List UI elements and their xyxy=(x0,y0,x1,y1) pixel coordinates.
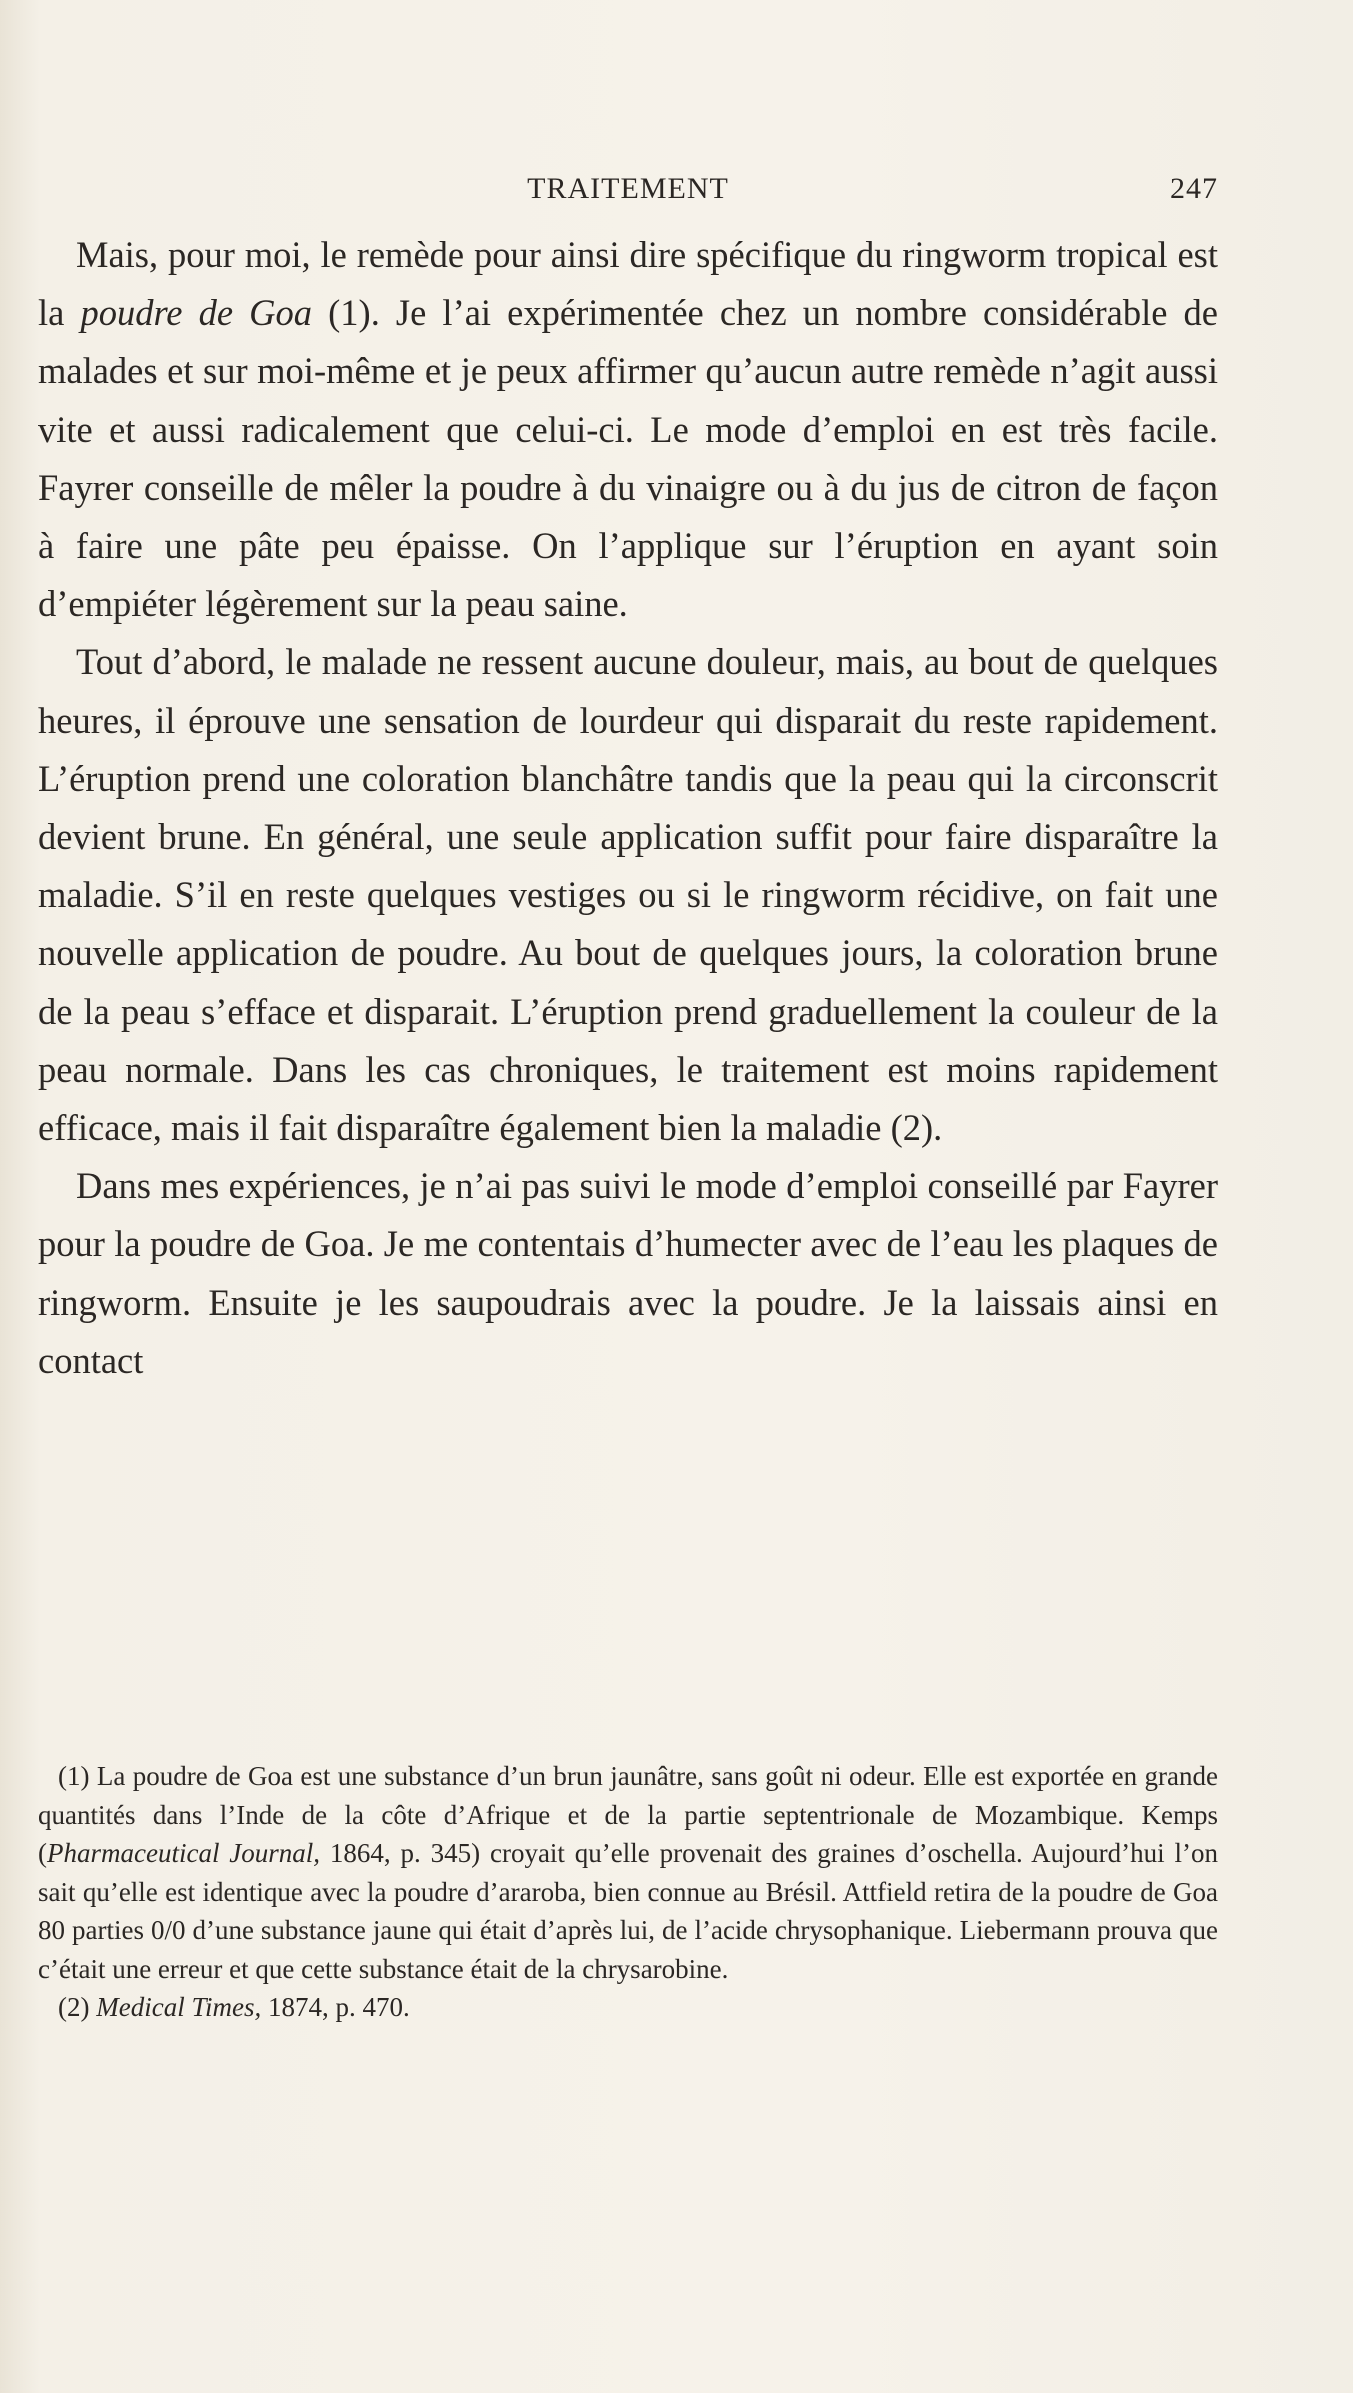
page-header xyxy=(38,172,1218,212)
paragraph-1-emphasis: poudre de Goa xyxy=(80,292,313,334)
running-head: TRAITEMENT xyxy=(527,172,729,205)
body-text xyxy=(38,226,1218,1390)
footnote-2-text-a: (2) xyxy=(58,1992,97,2022)
footnote-2-text-c: 1874, p. 470. xyxy=(261,1992,410,2022)
footnote-1-journal: Pharmaceutical Journal, xyxy=(47,1838,321,1868)
footnote-2-journal: Medical Times, xyxy=(96,1992,262,2022)
paragraph-1 xyxy=(38,226,1218,633)
footnote-1-text-c: 1864, p. 345) croyait qu’elle provenait des graines d’oschella. Aujourd’hui l’on sait qu’elle est identique avec la poudre d’araroba, bien connue au Brésil. Attfield retira de la poudre de Goa 80 parties 0/0 d’une substance jaune qui était d’après lui, de l’acide chrysophanique. Liebermann prouva que c’était une erreur et que cette substance était de la chrysarobine. xyxy=(38,1838,1218,1984)
page-number: 247 xyxy=(1170,172,1218,205)
footnote-1-text-a: (1) La poudre de Goa est une substance d’un brun jaunâtre, sans goût ni odeur. Elle est exportée en grande quantités dans l’Inde de la côte d’Afrique et de la partie septentrionale de Mozambique. Kemps ( xyxy=(38,1761,1218,1868)
paragraph-1-text-c: (1). Je l’ai expérimentée chez un nombre considérable de malades et sur moi-même et je peux affirmer qu’aucun autre remède n’agit aussi vite et aussi radicalement que celui-ci. Le mode d’emploi en est très facile. Fayrer conseille de mêler la poudre à du vinaigre ou à du jus de citron de façon à faire une pâte peu épaisse. On l’applique sur l’éruption en ayant soin d’empiéter légèrement sur la peau saine. xyxy=(38,292,1219,625)
footnotes xyxy=(38,1757,1218,2027)
paragraph-3: Dans mes expériences, je n’ai pas suivi le mode d’emploi conseillé par Fayrer pour la poudre de Goa. Je me contentais d’humecter avec de l’eau les plaques de ringworm. Ensuite je les saupoudrais avec la poudre. Je la laissais ainsi en contact xyxy=(38,1165,1218,1381)
paragraph-2: Tout d’abord, le malade ne ressent aucune douleur, mais, au bout de quelques heures, il éprouve une sensation de lourdeur qui disparait du reste rapidement. L’éruption prend une coloration blanchâtre tandis que la peau qui la circonscrit devient brune. En général, une seule application suffit pour faire disparaître la maladie. S’il en reste quelques vestiges ou si le ringworm récidive, on fait une nouvelle application de poudre. Au bout de quelques jours, la coloration brune de la peau s’efface et disparait. L’éruption prend graduellement la couleur de la peau normale. Dans les cas chroniques, le traitement est moins rapidement efficace, mais il fait disparaître également bien la maladie (2). xyxy=(38,641,1218,1149)
footnote-2 xyxy=(38,1988,1218,2027)
footnote-1 xyxy=(38,1757,1218,1988)
paragraph-1-text-a: Mais, pour moi, le remède pour ainsi dire spécifique du ringworm tropical est la xyxy=(38,234,1218,334)
